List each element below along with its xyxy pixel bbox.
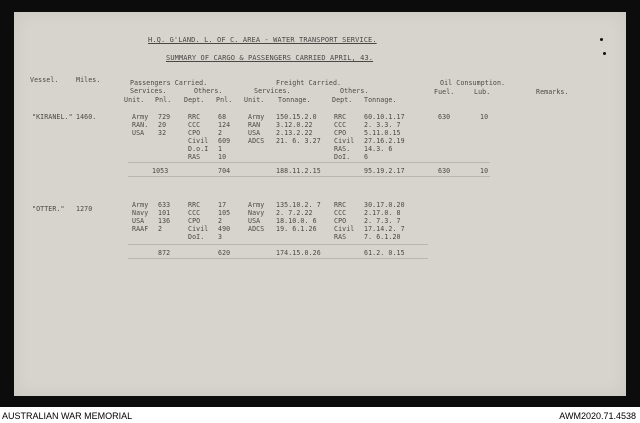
total-lub: 10 xyxy=(480,167,489,175)
total-divider xyxy=(128,244,428,245)
passenger-service-numbers: 729 20 32 xyxy=(158,113,171,137)
passenger-service-units: Army RAN. USA xyxy=(132,113,149,137)
punch-hole-icon xyxy=(603,52,606,55)
header-pnl: Pnl. xyxy=(155,96,172,104)
freight-service-tonnage: 135.10.2. 7 2. 7.2.22 18.10.0. 6 19. 6.1.26 xyxy=(276,201,321,233)
vessel-name: "OTTER." xyxy=(32,205,65,213)
header-pnl-others: Pnl. xyxy=(216,96,233,104)
total-passenger-others: 620 xyxy=(218,249,231,257)
total-passenger-services: 872 xyxy=(158,249,171,257)
header-passengers-others: Others. xyxy=(194,87,223,95)
freight-other-tonnage: 60.10.1.17 2. 3.3. 7 5.11.0.15 27.16.2.19 14.3. 6 6 xyxy=(364,113,405,161)
header-lub: Lub. xyxy=(474,88,491,96)
passenger-service-units: Army Navy USA RAAF xyxy=(132,201,149,233)
freight-service-units: Army Navy USA ADCS xyxy=(248,201,265,233)
passenger-other-depts: RRC CCC CPO Civil D.o.I RAS xyxy=(188,113,209,161)
document-subtitle: SUMMARY OF CARGO & PASSENGERS CARRIED APRIL, 43. xyxy=(166,54,374,62)
fuel-value: 630 xyxy=(438,113,451,121)
passenger-service-numbers: 633 101 136 2 xyxy=(158,201,171,233)
punch-hole-icon xyxy=(600,38,603,41)
footer-credit: AUSTRALIAN WAR MEMORIAL xyxy=(2,411,133,421)
header-freight-unit: Unit. xyxy=(244,96,265,104)
header-fuel: Fuel. xyxy=(434,88,455,96)
total-freight-others: 95.19.2.17 xyxy=(364,167,405,175)
header-freight-tonnage: Tonnage. xyxy=(364,96,397,104)
document-title: H.Q. G'LAND. L. OF C. AREA - WATER TRANSPORT SERVICE. xyxy=(148,36,377,44)
total-freight-services: 174.15.0.26 xyxy=(276,249,321,257)
total-passenger-services: 1053 xyxy=(152,167,169,175)
freight-other-depts: RRC CCC CPO Civil RAS xyxy=(334,201,355,241)
header-tonnage: Tonnage. xyxy=(278,96,311,104)
vessel-miles: 1270 xyxy=(76,205,93,213)
header-unit: Unit. xyxy=(124,96,145,104)
total-divider xyxy=(128,258,428,259)
document-sheet xyxy=(14,12,626,396)
vessel-name: "KIRANEL." xyxy=(32,113,73,121)
passenger-other-depts: RRC CCC CPO Civil DoI. xyxy=(188,201,209,241)
header-freight-carried: Freight Carried. xyxy=(276,79,342,87)
total-passenger-others: 704 xyxy=(218,167,231,175)
passenger-other-numbers: 68 124 2 609 1 10 xyxy=(218,113,231,161)
passenger-other-numbers: 17 105 2 490 3 xyxy=(218,201,231,241)
freight-service-units: Army RAN USA ADCS xyxy=(248,113,265,145)
total-freight-others: 61.2. 0.15 xyxy=(364,249,405,257)
total-divider xyxy=(128,176,490,177)
total-freight-services: 188.11.2.15 xyxy=(276,167,321,175)
header-remarks: Remarks. xyxy=(536,88,569,96)
header-oil-consumption: Oil Consumption. xyxy=(440,79,506,87)
freight-other-tonnage: 30.17.0.20 2.17.0. 8 2. 7.3. 7 17.14.2. 7 7. 6.1.20 xyxy=(364,201,405,241)
header-vessel: Vessel. xyxy=(30,76,59,84)
header-freight-dept: Dept. xyxy=(332,96,353,104)
header-passengers-services: Services. xyxy=(130,87,167,95)
footer-accession-number: AWM2020.71.4538 xyxy=(559,411,636,421)
header-miles: Miles. xyxy=(76,76,101,84)
header-passengers-carried: Passengers Carried. xyxy=(130,79,208,87)
freight-service-tonnage: 150.15.2.0 3.12.0.22 2.13.2.22 21. 6. 3.27 xyxy=(276,113,321,145)
header-dept: Dept. xyxy=(184,96,205,104)
total-fuel: 630 xyxy=(438,167,451,175)
header-freight-others: Others. xyxy=(340,87,369,95)
header-freight-services: Services. xyxy=(254,87,291,95)
vessel-miles: 1460. xyxy=(76,113,97,121)
freight-other-depts: RRC CCC CPO Civil RAS. DoI. xyxy=(334,113,355,161)
total-divider xyxy=(128,162,490,163)
lub-value: 10 xyxy=(480,113,489,121)
